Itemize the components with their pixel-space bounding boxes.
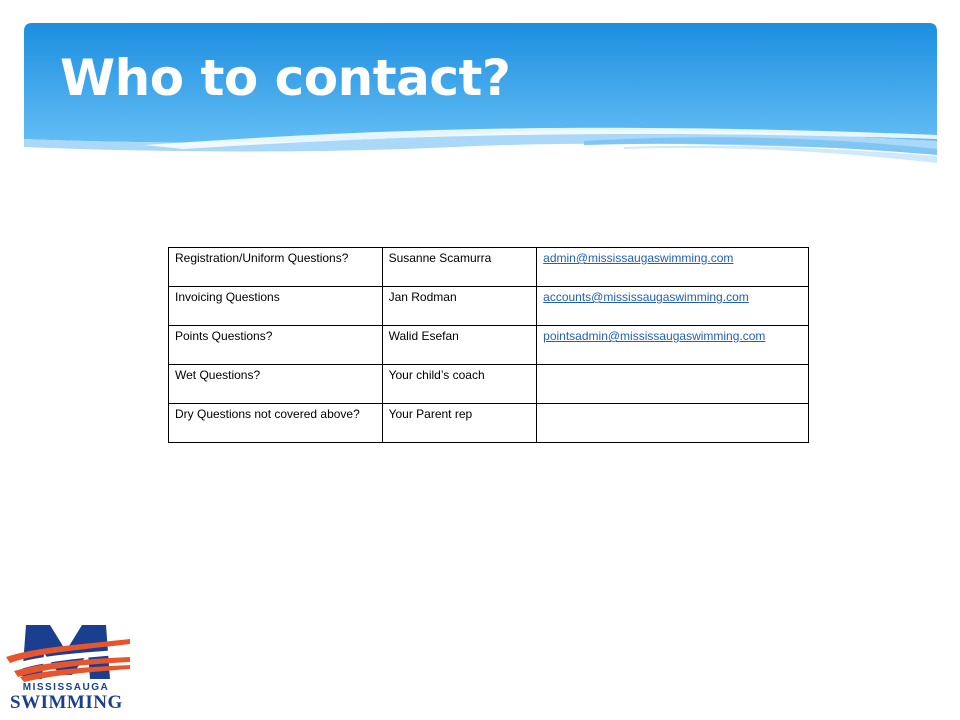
contact-person-cell: Walid Esefan (382, 326, 537, 365)
email-cell (537, 404, 809, 443)
contact-person-cell: Your Parent rep (382, 404, 537, 443)
email-cell (537, 365, 809, 404)
topic-cell: Dry Questions not covered above? (169, 404, 383, 443)
table-row (169, 404, 809, 443)
email-link[interactable]: pointsadmin@mississaugaswimming.com (543, 329, 766, 343)
table-row (169, 326, 809, 365)
contact-person-cell: Your child’s coach (382, 365, 537, 404)
topic-cell: Registration/Uniform Questions? (169, 248, 383, 287)
email-cell (537, 248, 809, 287)
contact-person-cell: Susanne Scamurra (382, 248, 537, 287)
table-row (169, 365, 809, 404)
email-link[interactable]: accounts@mississaugaswimming.com (543, 290, 749, 304)
topic-cell: Invoicing Questions (169, 287, 383, 326)
email-link[interactable]: admin@mississaugaswimming.com (543, 251, 734, 265)
slide-title: Who to contact? (60, 49, 511, 107)
logo-text-swimming: SWIMMING (10, 692, 123, 713)
contact-person-cell: Jan Rodman (382, 287, 537, 326)
email-cell (537, 287, 809, 326)
table-row (169, 287, 809, 326)
contact-table (168, 247, 809, 443)
logo-text-mississauga: MISSISSAUGA (22, 682, 110, 693)
title-banner (24, 23, 937, 163)
table-row (169, 248, 809, 287)
topic-cell: Points Questions? (169, 326, 383, 365)
topic-cell: Wet Questions? (169, 365, 383, 404)
email-cell (537, 326, 809, 365)
